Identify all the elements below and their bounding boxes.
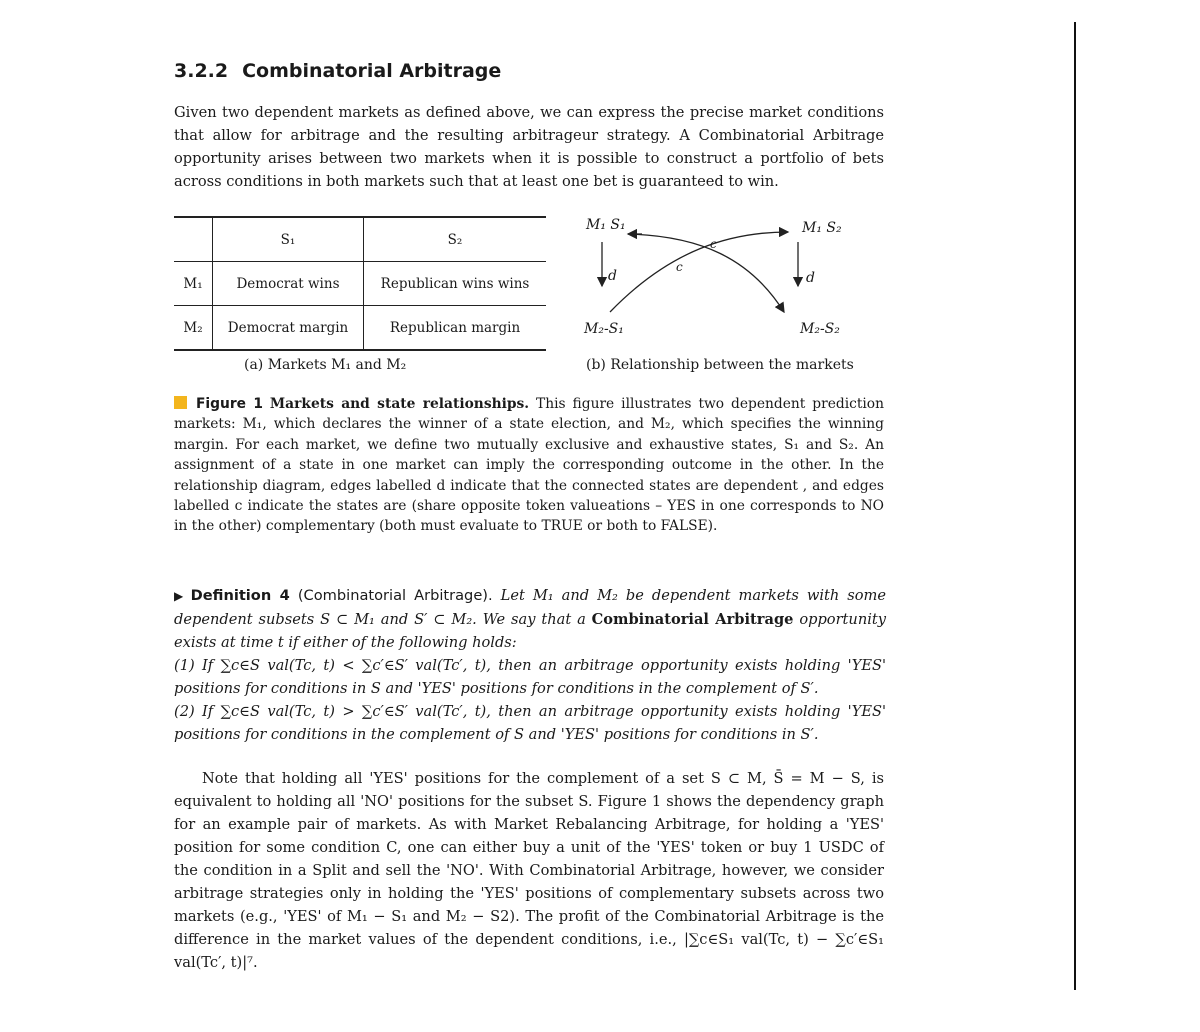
table-header-row	[174, 217, 546, 262]
definition-name: (Combinatorial Arbitrage).	[297, 587, 493, 604]
subfigure-caption-b: (b) Relationship between the markets	[586, 357, 854, 373]
definition-block	[174, 584, 886, 746]
intro-paragraph: Given two dependent markets as defined above, we can express the precise market conditions that allow for arbitrage and the resulting arbitrageur strategy. A Combinatorial Arbitrage opportunity arises between two markets when it is possible to construct a portfolio of bets across conditions in both markets such that at least one bet is guaranteed to win.	[174, 104, 884, 190]
section-number: 3.2.2	[174, 60, 229, 82]
table-header-cell	[174, 217, 213, 262]
table-row	[174, 306, 546, 351]
edge-label-d-right: d	[806, 270, 815, 286]
table-cell: Democrat wins	[213, 262, 364, 306]
node-m1-s2: M₁ S₂	[802, 220, 842, 236]
definition-term: Combinatorial Arbitrage	[591, 611, 794, 628]
subfigure-caption-a: (a) Markets M₁ and M₂	[244, 357, 407, 373]
table-cell: M₂	[183, 319, 203, 336]
edge-label-c-lower: c	[676, 260, 683, 274]
section-heading	[174, 60, 501, 82]
figure-label: Figure 1	[196, 396, 263, 412]
section-title: Combinatorial Arbitrage	[242, 60, 502, 82]
figure-title: Markets and state relationships.	[269, 396, 530, 412]
definition-heading	[174, 587, 493, 604]
table-header-cell: S₂	[364, 217, 547, 262]
node-m1-s1: M₁ S₁	[586, 217, 626, 233]
table-cell: Republican wins wins	[364, 262, 547, 306]
definition-case-2: (2) If ∑c∈S val(Tc, t) > ∑c′∈S′ val(Tc′, t), then an arbitrage opportunity exists holding 'YES' positions for conditions in the complement of S and 'YES' positions for conditions in S′.	[174, 703, 886, 743]
page-edge-rule	[1074, 22, 1076, 990]
table-cell: M₁	[174, 262, 213, 306]
edge-label-d-left: d	[608, 268, 617, 284]
definition-statement-a: Let M₁ and M₂ be dependent markets with some dependent subsets S ⊂ M₁ and S′ ⊂ M₂. We say that a	[174, 587, 887, 628]
table-row	[174, 262, 546, 306]
table-cell: Republican margin	[364, 306, 547, 351]
figure-caption	[174, 394, 884, 537]
table-header-cell: S₁	[213, 217, 364, 262]
markets-table	[174, 216, 546, 351]
table-cell: Democrat margin	[213, 306, 364, 351]
definition-label: Definition 4	[190, 587, 290, 604]
triangle-bullet-icon: ▶	[174, 589, 187, 603]
node-m2-s1: M₂-S₁	[584, 321, 624, 337]
edge-c-upper	[610, 232, 788, 312]
node-m2-s2: M₂-S₂	[800, 321, 840, 337]
figure-caption-body: This figure illustrates two dependent prediction markets: M₁, which declares the winner of a state election, and M₂, which specifies the winning margin. For each market, we define two mutually exclusive and exhaustive states, S₁ and S₂. An assignment of a state in one market can imply the corresponding outcome in the other. In the relationship diagram, edges labelled d indicate that the connected states are dependent , and edges labelled c indicate the states are (share opposite token valueations – YES in one corresponds to NO in the other) complementary (both must evaluate to TRUE or both to FALSE).	[174, 396, 884, 535]
edge-label-c-upper: c	[710, 237, 717, 251]
relationship-diagram	[580, 210, 880, 345]
definition-case-1: (1) If ∑c∈S val(Tc, t) < ∑c′∈S′ val(Tc′, t), then an arbitrage opportunity exists holding 'YES' positions for conditions in S and 'YES' positions for conditions in the complement of S′.	[174, 657, 886, 697]
definition-statement-b: opportunity exists at time t if either of the following holds:	[174, 611, 886, 651]
figure-marker-icon	[174, 396, 187, 409]
note-paragraph: Note that holding all 'YES' positions for the complement of a set S ⊂ M, S̄ = M − S, is equivalent to holding all 'NO' positions for the subset S. Figure 1 shows the dependency graph for an example pair of markets. As with Market Rebalancing Arbitrage, for holding a 'YES' position for some condition C, one can either buy a unit of the 'YES' token or buy 1 USDC of the condition in a Split and sell the 'NO'. With Combinatorial Arbitrage, however, we consider arbitrage strategies only in holding the 'YES' positions of complementary subsets across two markets (e.g., 'YES' of M₁ − S₁ and M₂ − S2). The profit of the Combinatorial Arbitrage is the difference in the market values of the dependent conditions, i.e., |∑c∈S₁ val(Tc, t) − ∑c′∈S₁ val(Tc′, t)|⁷.	[174, 770, 884, 971]
